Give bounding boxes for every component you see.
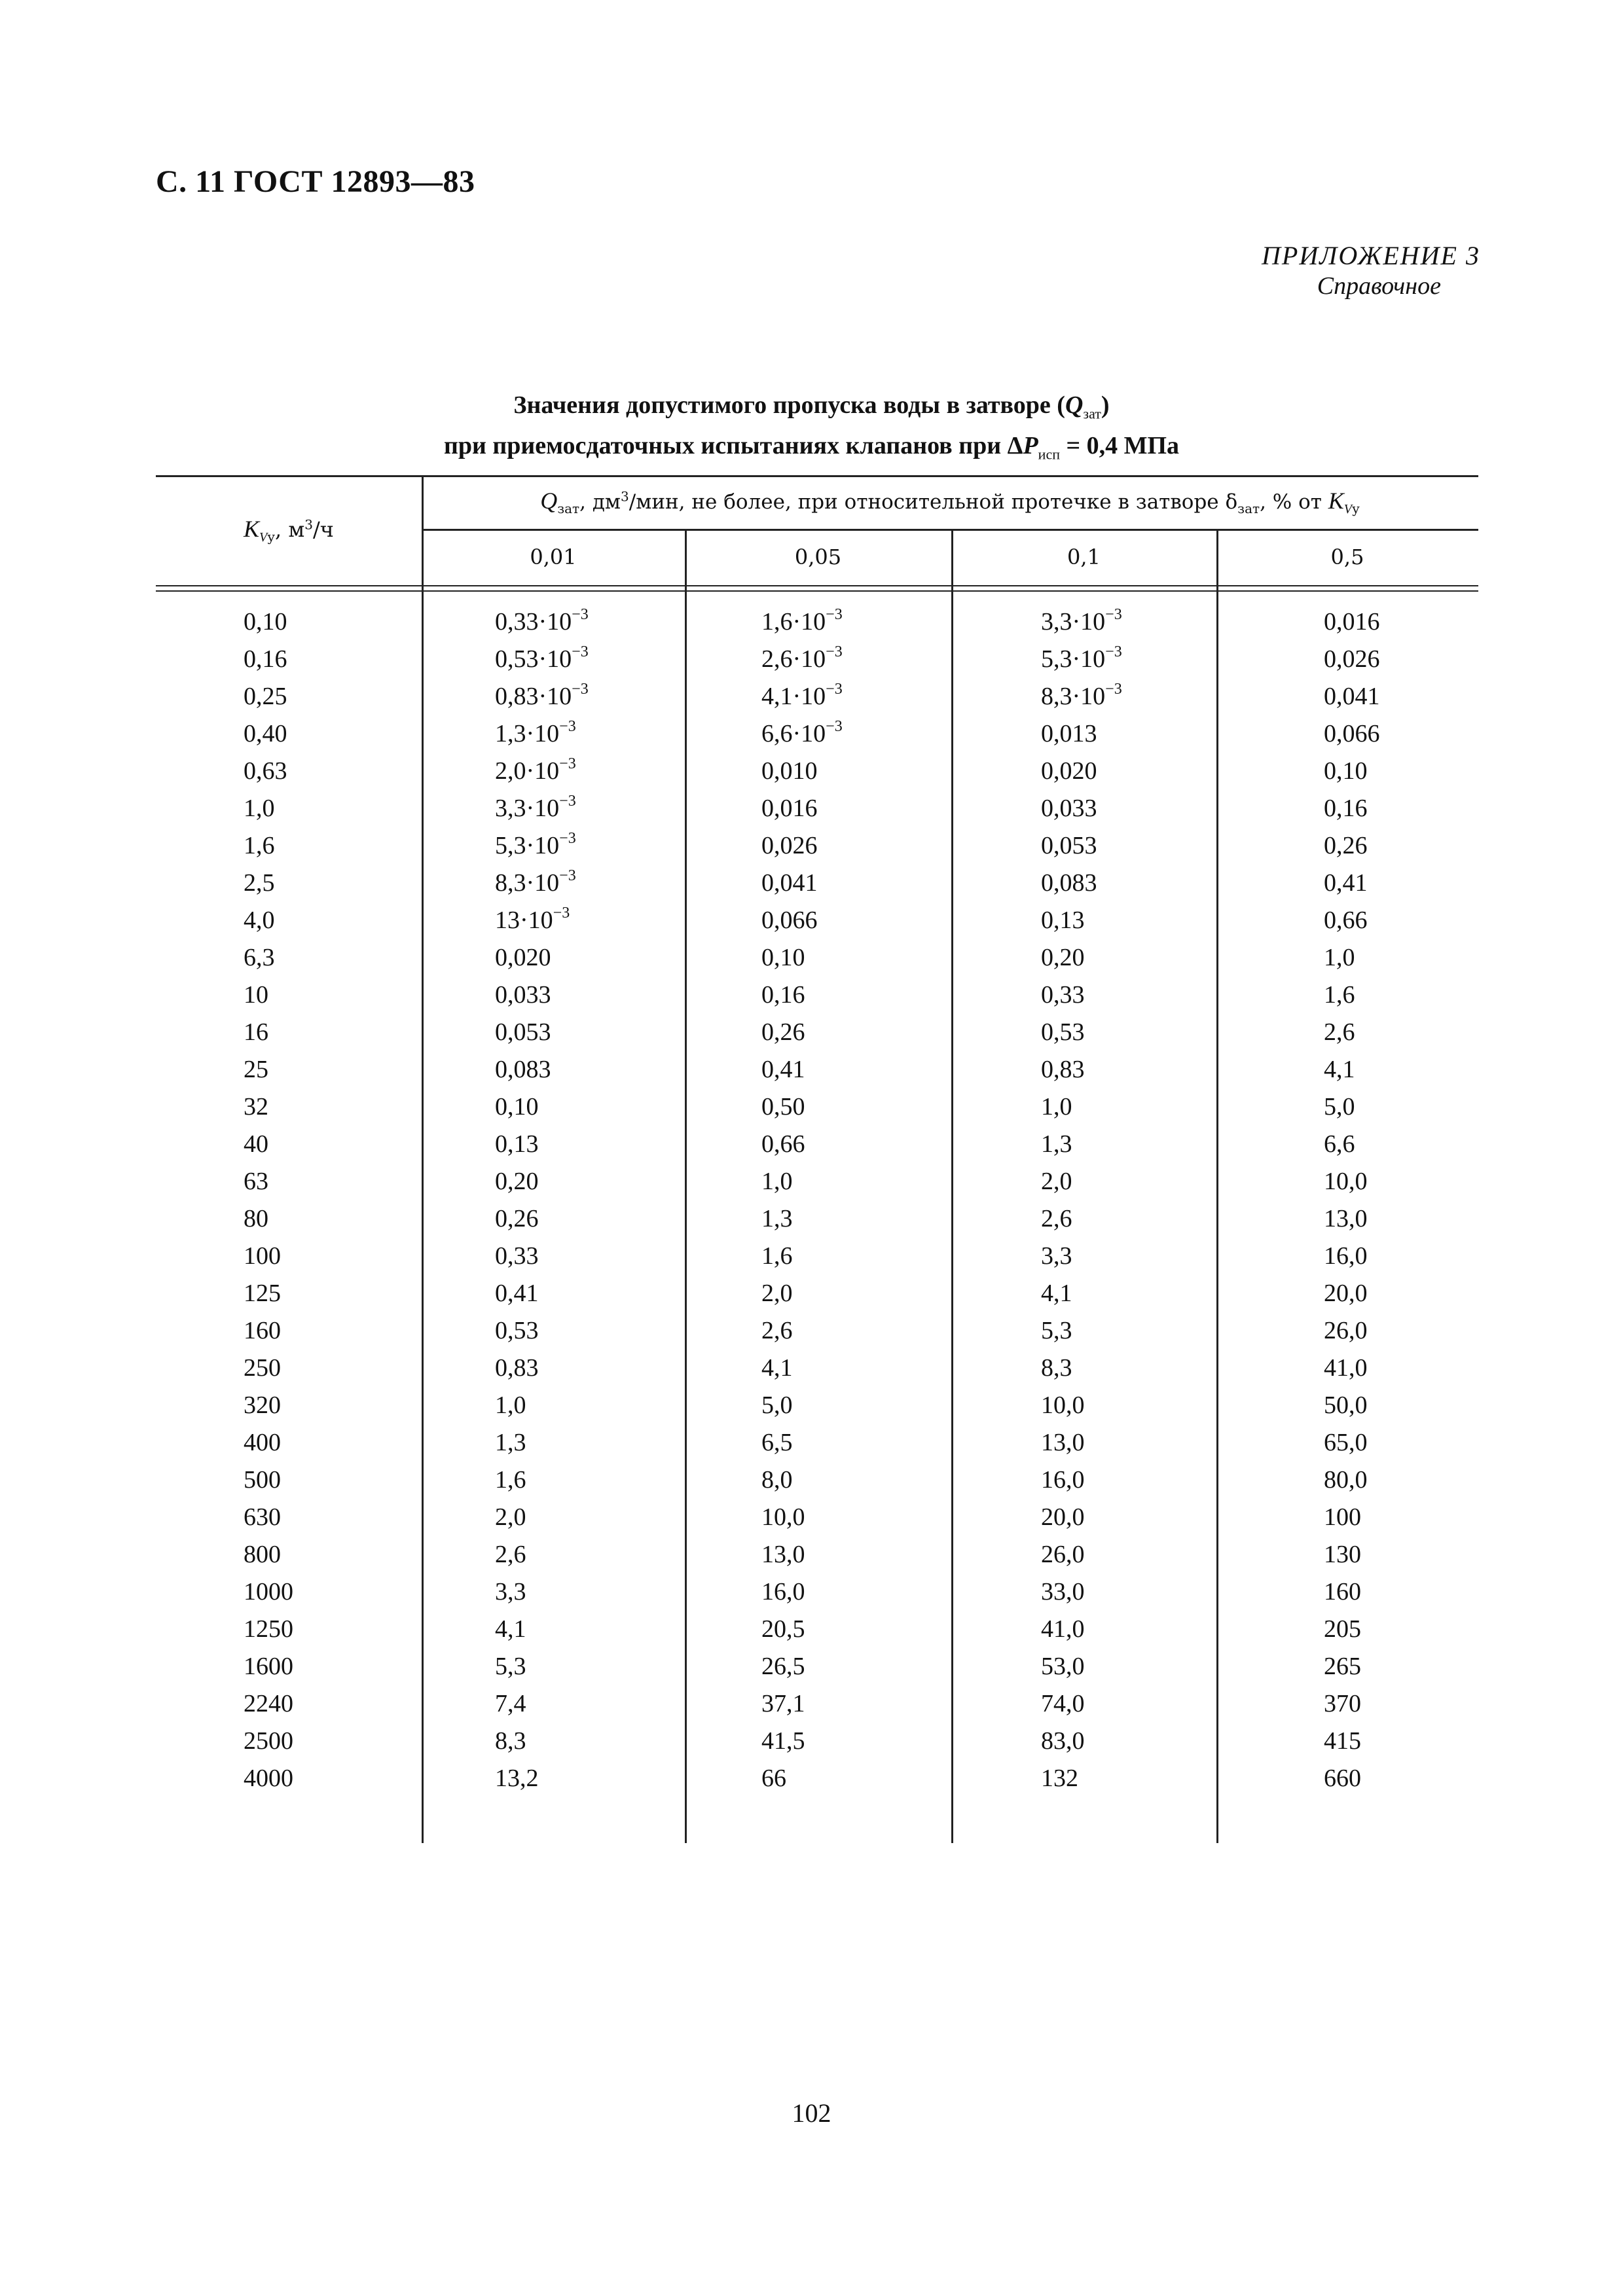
q-cell-0-5: 2,6 (1324, 1018, 1355, 1046)
q-cell-0-5: 660 (1324, 1765, 1361, 1792)
q-cell-0-1: $8,3\cdot 10^{-3}$ (1041, 681, 1122, 710)
table-row (156, 1051, 1478, 1088)
kv-cell: 40 (244, 1130, 268, 1158)
kv-cell: 0,40 (244, 720, 287, 747)
q-cell-0-1: 0,20 (1041, 944, 1085, 971)
table-row (156, 1536, 1478, 1573)
q-cell-0-01: 13,2 (495, 1765, 539, 1792)
q-cell-0-1: 8,3 (1041, 1354, 1072, 1382)
q-cell-0-01: 0,83 (495, 1354, 539, 1382)
table-row (156, 1723, 1478, 1760)
q-cell-0-1: 83,0 (1041, 1727, 1085, 1755)
q-cell-0-01: $3,3\cdot 10^{-3}$ (495, 793, 576, 822)
appendix-type: Справочное (1317, 272, 1441, 300)
kv-cell: 630 (244, 1503, 281, 1531)
q-cell-0-01: $8,3\cdot 10^{-3}$ (495, 867, 576, 897)
q-cell-0-1: 0,033 (1041, 795, 1097, 822)
q-cell-0-05: 4,1 (761, 1354, 793, 1382)
q-cell-0-1: 0,33 (1041, 981, 1085, 1009)
appendix-label (1262, 241, 1480, 301)
q-cell-0-01: 0,053 (495, 1018, 551, 1046)
q-cell-0-05: 0,16 (761, 981, 805, 1009)
page-number: 102 (792, 2098, 831, 2128)
q-cell-0-01: 5,3 (495, 1653, 526, 1680)
q-cell-0-5: 0,16 (1324, 795, 1368, 822)
column-header-0-01: 0,01 (530, 545, 577, 569)
q-cell-0-1: 0,13 (1041, 906, 1085, 934)
q-cell-0-5: 415 (1324, 1727, 1361, 1755)
q-cell-0-1: 41,0 (1041, 1615, 1085, 1643)
q-cell-0-1: $5,3\cdot 10^{-3}$ (1041, 643, 1122, 673)
q-cell-0-1: 53,0 (1041, 1653, 1085, 1680)
q-cell-0-1: 132 (1041, 1765, 1078, 1792)
q-cell-0-5: 80,0 (1324, 1466, 1368, 1494)
kv-cell: 25 (244, 1056, 268, 1083)
q-cell-0-05: 13,0 (761, 1541, 805, 1568)
q-cell-0-1: 10,0 (1041, 1391, 1085, 1419)
q-cell-0-5: 1,0 (1324, 944, 1355, 971)
q-cell-0-01: $0,83\cdot 10^{-3}$ (495, 681, 589, 710)
q-cell-0-05: 0,010 (761, 757, 818, 785)
q-cell-0-1: 3,3 (1041, 1242, 1072, 1270)
table-row (156, 1573, 1478, 1611)
table-row (156, 1200, 1478, 1238)
table-row (156, 715, 1478, 753)
kv-cell: 16 (244, 1018, 268, 1046)
q-cell-0-01: 0,20 (495, 1168, 539, 1195)
q-cell-0-01: 0,33 (495, 1242, 539, 1270)
kv-cell: 10 (244, 981, 268, 1009)
appendix-number: ПРИЛОЖЕНИЕ 3 (1262, 241, 1480, 270)
table-row (156, 1499, 1478, 1536)
q-cell-0-01: 2,6 (495, 1541, 526, 1568)
q-cell-0-01: $0,53\cdot 10^{-3}$ (495, 643, 589, 673)
q-cell-0-1: 0,83 (1041, 1056, 1085, 1083)
q-cell-0-05: 6,5 (761, 1429, 793, 1456)
table-row (156, 1611, 1478, 1648)
column-header-0-1: 0,1 (1067, 545, 1101, 569)
q-cell-0-5: 10,0 (1324, 1168, 1368, 1195)
table-body (156, 603, 1478, 1797)
q-cell-0-1: 1,3 (1041, 1130, 1072, 1158)
header-bottom-rule-2 (156, 590, 1478, 592)
q-cell-0-01: 3,3 (495, 1578, 526, 1605)
kv-cell: 400 (244, 1429, 281, 1456)
q-cell-0-05: $4,1\cdot 10^{-3}$ (761, 681, 843, 710)
q-cell-0-05: 1,0 (761, 1168, 793, 1195)
table-row (156, 865, 1478, 902)
q-cell-0-05: 37,1 (761, 1690, 805, 1717)
q-cell-0-1: 5,3 (1041, 1317, 1072, 1344)
q-cell-0-05: 2,0 (761, 1280, 793, 1307)
q-cell-0-05: 1,3 (761, 1205, 793, 1232)
q-cell-0-01: 0,083 (495, 1056, 551, 1083)
q-cell-0-05: 0,016 (761, 795, 818, 822)
document-header: С. 11 ГОСТ 12893—83 (156, 164, 475, 199)
kv-cell: 80 (244, 1205, 268, 1232)
kv-cell: 4000 (244, 1765, 293, 1792)
q-cell-0-05: 2,6 (761, 1317, 793, 1344)
q-cell-0-01: 0,020 (495, 944, 551, 971)
q-cell-0-1: 0,020 (1041, 757, 1097, 785)
q-cell-0-05: 5,0 (761, 1391, 793, 1419)
table-row (156, 1648, 1478, 1685)
q-cell-0-5: 205 (1324, 1615, 1361, 1643)
q-cell-0-5: 0,066 (1324, 720, 1380, 747)
table-row (156, 603, 1478, 641)
q-cell-0-1: 2,6 (1041, 1205, 1072, 1232)
header-bottom-rule-1 (156, 585, 1478, 586)
table-row (156, 641, 1478, 678)
table-row (156, 1760, 1478, 1797)
q-cell-0-5: 0,016 (1324, 608, 1380, 636)
q-cell-0-5: 0,10 (1324, 757, 1368, 785)
kv-cell: 0,16 (244, 645, 287, 673)
kv-cell: 800 (244, 1541, 281, 1568)
table-row (156, 1238, 1478, 1275)
q-cell-0-05: 0,041 (761, 869, 818, 897)
q-cell-0-01: $2,0\cdot 10^{-3}$ (495, 755, 576, 785)
table-row (156, 1088, 1478, 1126)
q-cell-0-05: 0,41 (761, 1056, 805, 1083)
q-cell-0-5: 20,0 (1324, 1280, 1368, 1307)
kv-cell: 63 (244, 1168, 268, 1195)
table-title (0, 389, 1623, 470)
q-cell-0-5: 100 (1324, 1503, 1361, 1531)
q-cell-0-01: $1,3\cdot 10^{-3}$ (495, 718, 576, 747)
table-row (156, 977, 1478, 1014)
q-cell-0-01: 0,26 (495, 1205, 539, 1232)
q-cell-0-05: $1,6\cdot 10^{-3}$ (761, 606, 843, 636)
table-row (156, 1163, 1478, 1200)
kv-cell: 160 (244, 1317, 281, 1344)
q-cell-0-05: 41,5 (761, 1727, 805, 1755)
q-cell-0-05: 26,5 (761, 1653, 805, 1680)
q-cell-0-01: 0,41 (495, 1280, 539, 1307)
q-cell-0-5: 26,0 (1324, 1317, 1368, 1344)
table-row (156, 1424, 1478, 1462)
q-cell-0-01: $13\cdot 10^{-3}$ (495, 905, 570, 934)
q-cell-0-01: 7,4 (495, 1690, 526, 1717)
q-cell-0-01: $5,3\cdot 10^{-3}$ (495, 830, 576, 859)
q-cell-0-05: 0,026 (761, 832, 818, 859)
q-cell-0-5: 6,6 (1324, 1130, 1355, 1158)
table-row (156, 1126, 1478, 1163)
q-cell-0-1: 0,053 (1041, 832, 1097, 859)
table-row (156, 827, 1478, 865)
q-cell-0-05: 0,66 (761, 1130, 805, 1158)
q-cell-0-01: 0,13 (495, 1130, 539, 1158)
q-cell-0-05: 0,10 (761, 944, 805, 971)
kv-cell: 1600 (244, 1653, 293, 1680)
q-cell-0-01: 4,1 (495, 1615, 526, 1643)
q-cell-0-1: 33,0 (1041, 1578, 1085, 1605)
kv-cell: 2500 (244, 1727, 293, 1755)
q-cell-0-05: 1,6 (761, 1242, 793, 1270)
q-cell-0-5: 130 (1324, 1541, 1361, 1568)
q-cell-0-5: 0,041 (1324, 683, 1380, 710)
table-row (156, 1275, 1478, 1312)
q-cell-0-05: 0,066 (761, 906, 818, 934)
kv-cell: 500 (244, 1466, 281, 1494)
q-cell-0-1: 74,0 (1041, 1690, 1085, 1717)
q-cell-0-5: 0,026 (1324, 645, 1380, 673)
q-cell-0-1: 0,083 (1041, 869, 1097, 897)
q-cell-0-1: 26,0 (1041, 1541, 1085, 1568)
table-row (156, 1462, 1478, 1499)
q-cell-0-5: 16,0 (1324, 1242, 1368, 1270)
kv-cell: 320 (244, 1391, 281, 1419)
kv-cell: 250 (244, 1354, 281, 1382)
table-title-line2: при приемосдаточных испытаниях клапанов при $\Delta P_{исп} = 0,4$ МПа (443, 431, 1180, 463)
q-group-header: $Q_{зат}$, $дм^3$/мин, не более, при относительной протечке в затворе $\delta_{зат}$, % от $K_{Vу}$ (540, 487, 1360, 517)
table-row (156, 678, 1478, 715)
q-cell-0-01: 8,3 (495, 1727, 526, 1755)
q-cell-0-05: 0,26 (761, 1018, 805, 1046)
q-cell-0-05: 20,5 (761, 1615, 805, 1643)
q-cell-0-5: 4,1 (1324, 1056, 1355, 1083)
q-cell-0-01: 1,6 (495, 1466, 526, 1494)
q-cell-0-5: 41,0 (1324, 1354, 1368, 1382)
q-cell-0-5: 265 (1324, 1653, 1361, 1680)
table-row (156, 790, 1478, 827)
kv-cell: 100 (244, 1242, 281, 1270)
kv-cell: 1250 (244, 1615, 293, 1643)
kv-cell: 4,0 (244, 906, 275, 934)
q-cell-0-01: 1,3 (495, 1429, 526, 1456)
kv-cell: 2,5 (244, 869, 275, 897)
q-cell-0-5: 13,0 (1324, 1205, 1368, 1232)
q-cell-0-1: 0,013 (1041, 720, 1097, 747)
table-row (156, 1387, 1478, 1424)
table-row (156, 1685, 1478, 1723)
q-cell-0-5: 5,0 (1324, 1093, 1355, 1121)
kv-cell: 1,0 (244, 795, 275, 822)
q-cell-0-1: 1,0 (1041, 1093, 1072, 1121)
kv-cell: 6,3 (244, 944, 275, 971)
q-cell-0-5: 1,6 (1324, 981, 1355, 1009)
q-cell-0-01: 2,0 (495, 1503, 526, 1531)
table-row (156, 1350, 1478, 1387)
q-cell-0-1: $3,3\cdot 10^{-3}$ (1041, 606, 1122, 636)
q-cell-0-05: $2,6\cdot 10^{-3}$ (761, 643, 843, 673)
q-cell-0-05: 16,0 (761, 1578, 805, 1605)
kv-cell: 2240 (244, 1690, 293, 1717)
kv-cell: 32 (244, 1093, 268, 1121)
q-cell-0-5: 370 (1324, 1690, 1361, 1717)
kv-cell: 1000 (244, 1578, 293, 1605)
table-title-line1: Значения допустимого пропуска воды в затворе $(Q_{зат})$ (513, 391, 1110, 422)
q-cell-0-01: 0,10 (495, 1093, 539, 1121)
table-row (156, 939, 1478, 977)
q-cell-0-1: 20,0 (1041, 1503, 1085, 1531)
q-cell-0-1: 2,0 (1041, 1168, 1072, 1195)
q-cell-0-01: 0,033 (495, 981, 551, 1009)
column-header-0-05: 0,05 (794, 545, 842, 569)
kv-cell: 0,63 (244, 757, 287, 785)
q-cell-0-01: 1,0 (495, 1391, 526, 1419)
kv-cell: 0,10 (244, 608, 287, 636)
q-cell-0-05: 66 (761, 1765, 786, 1792)
kv-cell: 125 (244, 1280, 281, 1307)
q-cell-0-5: 160 (1324, 1578, 1361, 1605)
table-row (156, 1312, 1478, 1350)
q-cell-0-5: 0,66 (1324, 906, 1368, 934)
q-cell-0-01: 0,53 (495, 1317, 539, 1344)
q-cell-0-5: 50,0 (1324, 1391, 1368, 1419)
q-cell-0-5: 65,0 (1324, 1429, 1368, 1456)
table-row (156, 753, 1478, 790)
q-cell-0-5: 0,41 (1324, 869, 1368, 897)
q-cell-0-1: 16,0 (1041, 1466, 1085, 1494)
kv-column-header: $K_{Vу}$, $м^3/ч$ (244, 515, 334, 545)
kv-cell: 1,6 (244, 832, 275, 859)
table-row (156, 1014, 1478, 1051)
kv-cell: 0,25 (244, 683, 287, 710)
q-cell-0-1: 13,0 (1041, 1429, 1085, 1456)
q-cell-0-5: 0,26 (1324, 832, 1368, 859)
q-cell-0-05: $6,6\cdot 10^{-3}$ (761, 718, 843, 747)
q-cell-0-05: 8,0 (761, 1466, 793, 1494)
q-cell-0-1: 4,1 (1041, 1280, 1072, 1307)
q-cell-0-01: $0,33\cdot 10^{-3}$ (495, 606, 589, 636)
q-cell-0-05: 0,50 (761, 1093, 805, 1121)
column-header-0-5: 0,5 (1330, 545, 1364, 569)
q-cell-0-1: 0,53 (1041, 1018, 1085, 1046)
q-cell-0-05: 10,0 (761, 1503, 805, 1531)
table-row (156, 902, 1478, 939)
